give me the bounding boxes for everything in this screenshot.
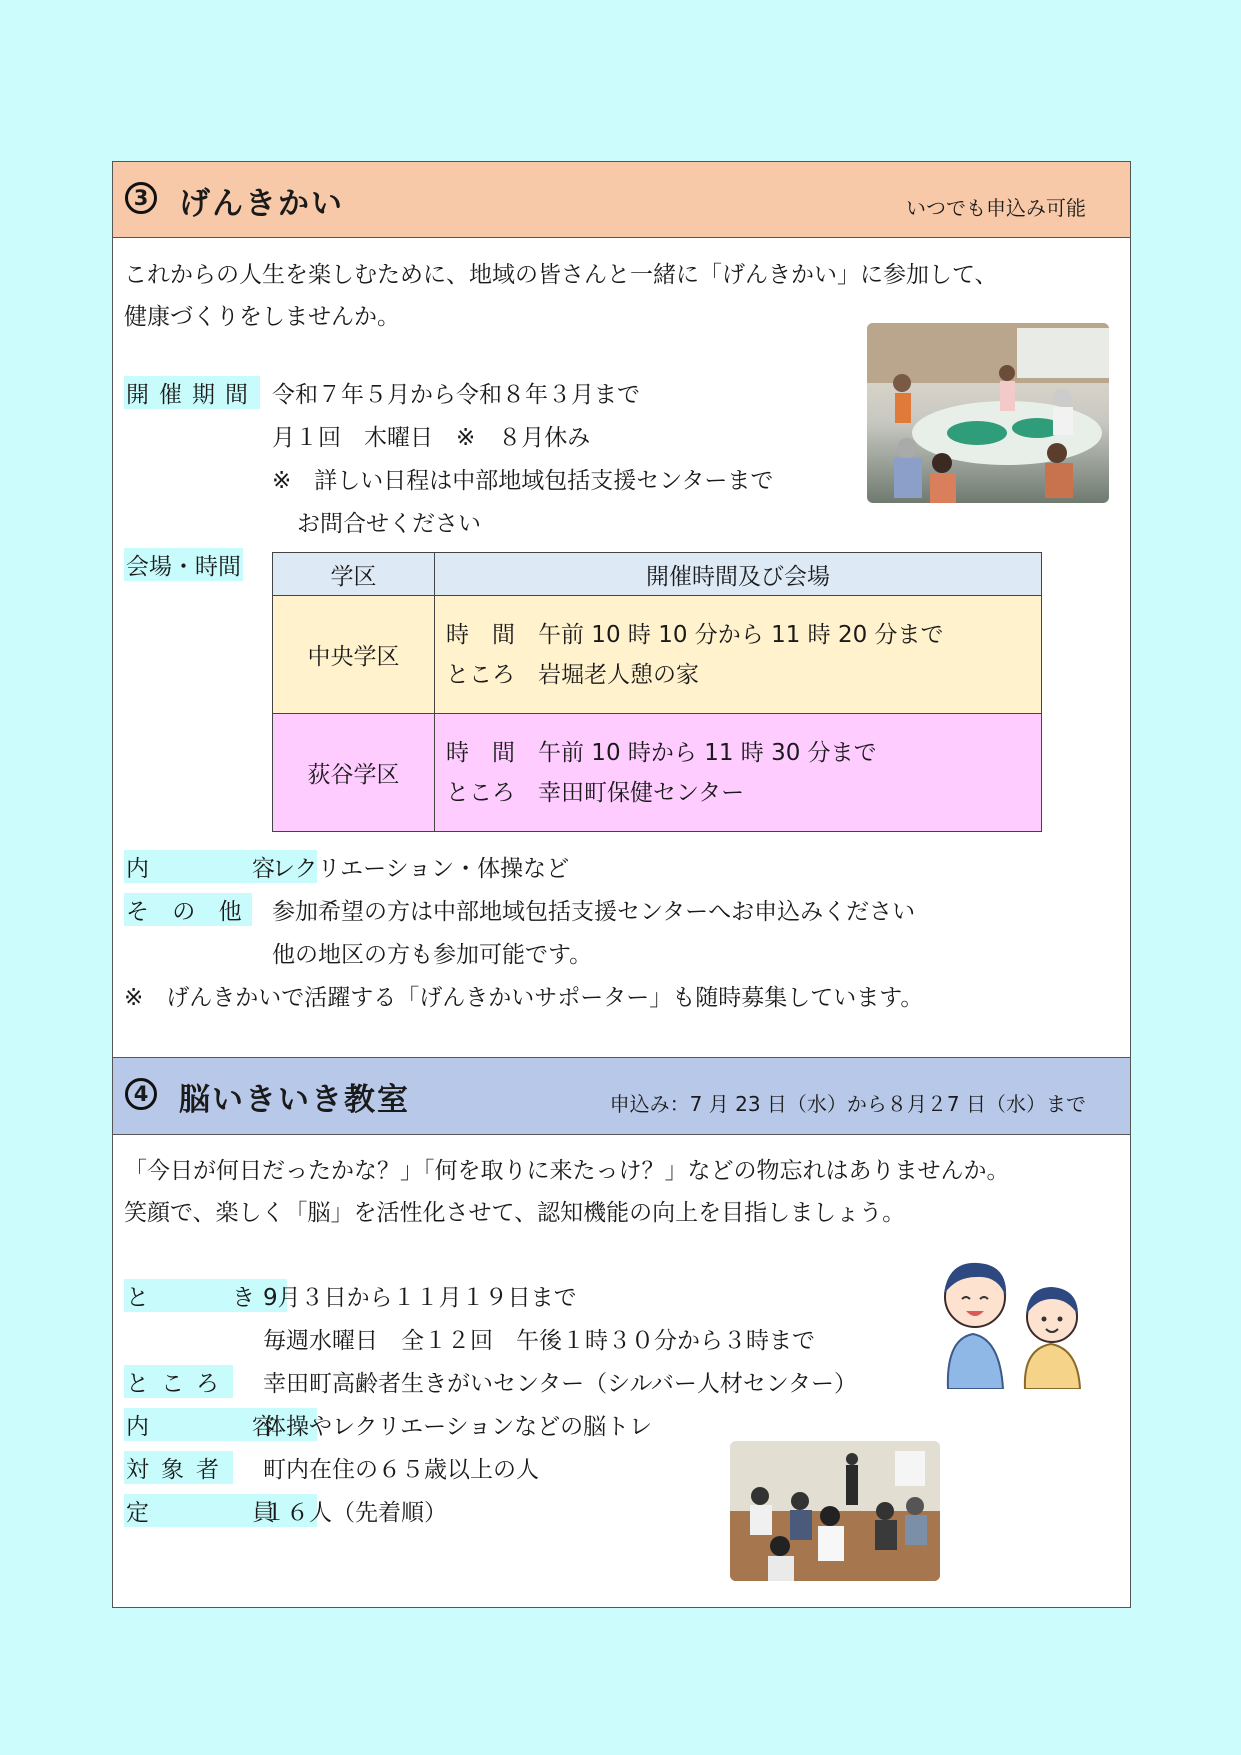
label-target: 対象者 (124, 1451, 233, 1484)
time-text: 時 間 午前 10 時 10 分から 11 時 20 分まで (446, 621, 944, 648)
section3-application-note: いつでも申込み可能 (906, 196, 1086, 220)
table-row (273, 596, 1042, 714)
table-header-info: 開催時間及び会場 (435, 553, 1042, 596)
section3-number: 3 (125, 182, 157, 214)
section3-header (113, 162, 1130, 238)
brain-class-activity-photo (730, 1441, 940, 1581)
time-text: 時 間 午前 10 時から 11 時 30 分まで (446, 739, 877, 766)
place-text: ところ 岩堀老人憩の家 (446, 661, 699, 688)
content-text: レクリエーション・体操など (272, 856, 570, 882)
label-venue-time: 会場・時間 (124, 548, 243, 581)
other-line2: 他の地区の方も参加可能です。 (272, 942, 593, 968)
period-line2: 月１回 木曜日 ※ ８月休み (272, 425, 591, 451)
period-line3: ※ 詳しい日程は中部地域包括支援センターまで (272, 468, 774, 494)
section4-intro-line1: 「今日が何日だったかな？」「何を取りに来たっけ？」などの物忘れはありませんか。 (124, 1158, 1010, 1184)
section4-number: 4 (125, 1078, 157, 1110)
section4-title: 脳いきいき教室 (179, 1082, 410, 1118)
table-row (273, 714, 1042, 832)
section4-application-note: 申込み：7 月 23 日（水）から８月２7 日（水）まで (609, 1092, 1086, 1116)
other-line1: 参加希望の方は中部地域包括支援センターへお申込みください (272, 899, 916, 925)
label-period: 開催期間 (124, 376, 260, 409)
when-line2: 毎週水曜日 全１２回 午後１時３０分から３時まで (263, 1328, 815, 1354)
when-line1: 9月３日から１１月１９日まで (263, 1285, 577, 1311)
target-text: 町内在住の６５歳以上の人 (263, 1457, 539, 1483)
district-cell: 荻谷学区 (273, 714, 435, 832)
info-cell (435, 596, 1042, 714)
label-capacity: 定 員 (124, 1494, 317, 1527)
genkikai-activity-photo (867, 323, 1109, 503)
label-content4: 内 容 (124, 1408, 317, 1441)
section4-intro-line2: 笑顔で、楽しく「脳」を活性化させて、認知機能の向上を目指しましょう。 (124, 1200, 906, 1226)
place-text: ところ 幸田町保健センター (446, 779, 745, 806)
table-header-district: 学区 (273, 553, 435, 596)
content4-text: 体操やレクリエーションなどの脳トレ (263, 1414, 653, 1440)
label-content: 内 容 (124, 850, 317, 883)
label-when: と き (124, 1279, 287, 1312)
capacity-text: １６人（先着順） (263, 1500, 447, 1526)
label-other: そ の 他 (124, 893, 252, 926)
district-cell: 中央学区 (273, 596, 435, 714)
section3-title: げんきかい (179, 186, 344, 222)
section3-intro-line1: これからの人生を楽しむために、地域の皆さんと一緒に「げんきかい」に参加して、 (124, 262, 998, 288)
period-line1: 令和７年５月から令和８年３月まで (272, 382, 640, 408)
section4-header (113, 1057, 1130, 1135)
where-text: 幸田町高齢者生きがいセンター（シルバー人材センター） (263, 1371, 857, 1397)
supporter-footnote: ※ げんきかいで活躍する「げんきかいサポーター」も随時募集しています。 (124, 985, 924, 1011)
flyer-panel (112, 161, 1131, 1608)
venue-schedule-table (272, 552, 1042, 832)
two-people-illustration (928, 1249, 1098, 1389)
period-line4: お問合せください (297, 511, 481, 537)
label-where: ところ (124, 1365, 233, 1398)
section3-intro-line2: 健康づくりをしませんか。 (124, 304, 400, 330)
info-cell (435, 714, 1042, 832)
